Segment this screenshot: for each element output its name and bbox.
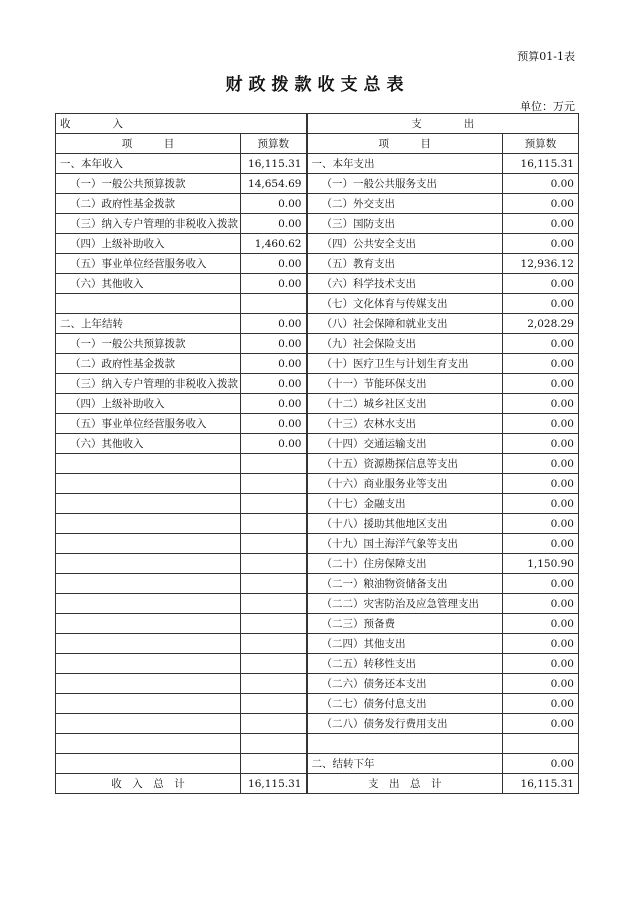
income-item-cell: （三）纳入专户管理的非税收入拨款	[56, 374, 241, 394]
expense-item-cell: （二一）粮油物资储备支出	[307, 574, 503, 594]
income-item-cell	[56, 754, 241, 774]
income-item-header: 项 目	[56, 134, 241, 154]
table-row	[56, 674, 579, 694]
income-value-cell: 0.00	[241, 274, 307, 294]
table-row	[56, 394, 579, 414]
income-item-cell	[56, 494, 241, 514]
expense-value-cell: 0.00	[503, 494, 579, 514]
expense-item-cell: （十六）商业服务业等支出	[307, 474, 503, 494]
income-value-cell	[241, 514, 307, 534]
income-value-cell: 0.00	[241, 254, 307, 274]
expense-item-cell: （三）国防支出	[307, 214, 503, 234]
table-row	[56, 594, 579, 614]
expense-value-cell: 0.00	[503, 334, 579, 354]
expense-item-cell: （十三）农林水支出	[307, 414, 503, 434]
unit-label: 单位：万元	[520, 100, 575, 113]
expense-item-cell: （十七）金融支出	[307, 494, 503, 514]
income-item-cell: （一）一般公共预算拨款	[56, 174, 241, 194]
expense-item-cell: （二十）住房保障支出	[307, 554, 503, 574]
expense-section-header: 支 出	[307, 114, 579, 134]
expense-value-cell: 0.00	[503, 754, 579, 774]
expense-value-cell: 0.00	[503, 214, 579, 234]
expense-value-cell: 0.00	[503, 694, 579, 714]
expense-value-cell: 0.00	[503, 414, 579, 434]
table-row	[56, 274, 579, 294]
income-item-cell: （三）纳入专户管理的非税收入拨款	[56, 214, 241, 234]
expense-item-cell	[307, 734, 503, 754]
table-row	[56, 174, 579, 194]
expense-value-cell: 0.00	[503, 674, 579, 694]
income-item-cell: （六）其他收入	[56, 434, 241, 454]
table-row	[56, 694, 579, 714]
expense-value-cell: 0.00	[503, 614, 579, 634]
income-value-cell	[241, 534, 307, 554]
expense-item-cell: （十一）节能环保支出	[307, 374, 503, 394]
expense-item-cell: （二六）债务还本支出	[307, 674, 503, 694]
table-row	[56, 294, 579, 314]
table-row	[56, 734, 579, 754]
table-row	[56, 494, 579, 514]
table-row	[56, 574, 579, 594]
income-value-cell: 0.00	[241, 194, 307, 214]
income-item-cell: （四）上级补助收入	[56, 234, 241, 254]
income-item-cell	[56, 574, 241, 594]
income-item-cell	[56, 614, 241, 634]
expense-value-cell: 2,028.29	[503, 314, 579, 334]
expense-item-cell: 二、结转下年	[307, 754, 503, 774]
expense-value-cell: 0.00	[503, 514, 579, 534]
income-value-cell	[241, 554, 307, 574]
income-item-cell	[56, 534, 241, 554]
table-row	[56, 234, 579, 254]
income-value-cell: 0.00	[241, 314, 307, 334]
expense-item-cell: （八）社会保障和就业支出	[307, 314, 503, 334]
table-row	[56, 714, 579, 734]
income-value-cell	[241, 454, 307, 474]
income-item-cell: （二）政府性基金拨款	[56, 354, 241, 374]
income-total-label: 收 入 总 计	[56, 774, 241, 794]
table-row	[56, 334, 579, 354]
income-item-cell: （五）事业单位经营服务收入	[56, 254, 241, 274]
expense-item-cell: （七）文化体育与传媒支出	[307, 294, 503, 314]
income-value-cell: 0.00	[241, 394, 307, 414]
table-row	[56, 254, 579, 274]
income-value-cell	[241, 474, 307, 494]
expense-value-cell: 0.00	[503, 354, 579, 374]
expense-value-cell: 0.00	[503, 374, 579, 394]
expense-item-cell: （十二）城乡社区支出	[307, 394, 503, 414]
table-row	[56, 354, 579, 374]
expense-value-cell: 0.00	[503, 474, 579, 494]
expense-value-cell: 0.00	[503, 174, 579, 194]
table-row	[56, 414, 579, 434]
table-row	[56, 154, 579, 174]
income-value-cell	[241, 734, 307, 754]
section-header-row	[56, 114, 579, 134]
income-item-cell: （五）事业单位经营服务收入	[56, 414, 241, 434]
income-item-cell	[56, 674, 241, 694]
expense-item-cell: （二七）债务付息支出	[307, 694, 503, 714]
income-value-cell	[241, 294, 307, 314]
expense-item-cell: （九）社会保险支出	[307, 334, 503, 354]
income-value-cell: 0.00	[241, 334, 307, 354]
expense-value-cell: 1,150.90	[503, 554, 579, 574]
income-item-cell	[56, 654, 241, 674]
income-value-cell	[241, 574, 307, 594]
expense-value-cell: 0.00	[503, 234, 579, 254]
expense-item-cell: （二二）灾害防治及应急管理支出	[307, 594, 503, 614]
income-value-cell: 0.00	[241, 214, 307, 234]
expense-total-value: 16,115.31	[503, 774, 579, 794]
income-value-cell	[241, 594, 307, 614]
table-row	[56, 654, 579, 674]
income-value-cell: 0.00	[241, 414, 307, 434]
table-row	[56, 434, 579, 454]
expense-value-cell: 0.00	[503, 434, 579, 454]
income-value-cell	[241, 754, 307, 774]
income-value-cell: 0.00	[241, 354, 307, 374]
income-item-cell	[56, 514, 241, 534]
table-row	[56, 374, 579, 394]
expense-item-cell: （一）一般公共服务支出	[307, 174, 503, 194]
income-item-cell	[56, 454, 241, 474]
expense-budget-header: 预算数	[503, 134, 579, 154]
expense-item-cell: （二五）转移性支出	[307, 654, 503, 674]
form-code: 预算01-1表	[517, 50, 575, 63]
expense-value-cell: 0.00	[503, 714, 579, 734]
income-value-cell	[241, 714, 307, 734]
income-item-cell: 一、本年收入	[56, 154, 241, 174]
expense-value-cell	[503, 734, 579, 754]
expense-item-cell: （十九）国土海洋气象等支出	[307, 534, 503, 554]
income-value-cell	[241, 654, 307, 674]
expense-value-cell: 0.00	[503, 654, 579, 674]
income-section-header: 收 入	[56, 114, 307, 134]
expense-item-cell: （五）教育支出	[307, 254, 503, 274]
expense-value-cell: 0.00	[503, 194, 579, 214]
column-header-row	[56, 134, 579, 154]
table-row	[56, 754, 579, 774]
expense-value-cell: 12,936.12	[503, 254, 579, 274]
page-title: 财政拨款收支总表	[225, 75, 410, 95]
income-item-cell	[56, 474, 241, 494]
table-row	[56, 214, 579, 234]
expense-value-cell: 0.00	[503, 394, 579, 414]
expense-item-cell: （十）医疗卫生与计划生育支出	[307, 354, 503, 374]
income-value-cell	[241, 614, 307, 634]
expense-item-cell: （二）外交支出	[307, 194, 503, 214]
budget-table	[55, 113, 579, 794]
expense-value-cell: 0.00	[503, 294, 579, 314]
table-row	[56, 634, 579, 654]
income-value-cell: 0.00	[241, 434, 307, 454]
income-item-cell: （二）政府性基金拨款	[56, 194, 241, 214]
income-item-cell: 二、上年结转	[56, 314, 241, 334]
income-item-cell	[56, 694, 241, 714]
table-row	[56, 534, 579, 554]
income-value-cell	[241, 494, 307, 514]
expense-total-label: 支 出 总 计	[307, 774, 503, 794]
table-row	[56, 454, 579, 474]
income-item-cell	[56, 714, 241, 734]
income-item-cell	[56, 554, 241, 574]
income-item-cell: （一）一般公共预算拨款	[56, 334, 241, 354]
income-item-cell: （四）上级补助收入	[56, 394, 241, 414]
income-value-cell	[241, 674, 307, 694]
expense-item-cell: （二四）其他支出	[307, 634, 503, 654]
income-budget-header: 预算数	[241, 134, 307, 154]
expense-item-cell: （四）公共安全支出	[307, 234, 503, 254]
expense-value-cell: 0.00	[503, 454, 579, 474]
income-item-cell: （六）其他收入	[56, 274, 241, 294]
expense-value-cell: 0.00	[503, 274, 579, 294]
income-value-cell: 0.00	[241, 374, 307, 394]
expense-item-header: 项 目	[307, 134, 503, 154]
income-value-cell: 16,115.31	[241, 154, 307, 174]
income-total-value: 16,115.31	[241, 774, 307, 794]
expense-value-cell: 0.00	[503, 574, 579, 594]
table-row	[56, 314, 579, 334]
totals-row	[56, 774, 579, 794]
table-row	[56, 554, 579, 574]
table-row	[56, 474, 579, 494]
expense-item-cell: 一、本年支出	[307, 154, 503, 174]
expense-item-cell: （二八）债务发行费用支出	[307, 714, 503, 734]
expense-item-cell: （十四）交通运输支出	[307, 434, 503, 454]
expense-item-cell: （二三）预备费	[307, 614, 503, 634]
expense-value-cell: 0.00	[503, 534, 579, 554]
income-item-cell	[56, 634, 241, 654]
expense-item-cell: （十五）资源勘探信息等支出	[307, 454, 503, 474]
income-item-cell	[56, 294, 241, 314]
expense-value-cell: 0.00	[503, 594, 579, 614]
expense-value-cell: 0.00	[503, 634, 579, 654]
table-row	[56, 194, 579, 214]
expense-item-cell: （六）科学技术支出	[307, 274, 503, 294]
income-value-cell: 1,460.62	[241, 234, 307, 254]
expense-item-cell: （十八）援助其他地区支出	[307, 514, 503, 534]
income-value-cell	[241, 634, 307, 654]
income-value-cell	[241, 694, 307, 714]
table-row	[56, 614, 579, 634]
income-item-cell	[56, 594, 241, 614]
income-item-cell	[56, 734, 241, 754]
expense-value-cell: 16,115.31	[503, 154, 579, 174]
income-value-cell: 14,654.69	[241, 174, 307, 194]
table-row	[56, 514, 579, 534]
